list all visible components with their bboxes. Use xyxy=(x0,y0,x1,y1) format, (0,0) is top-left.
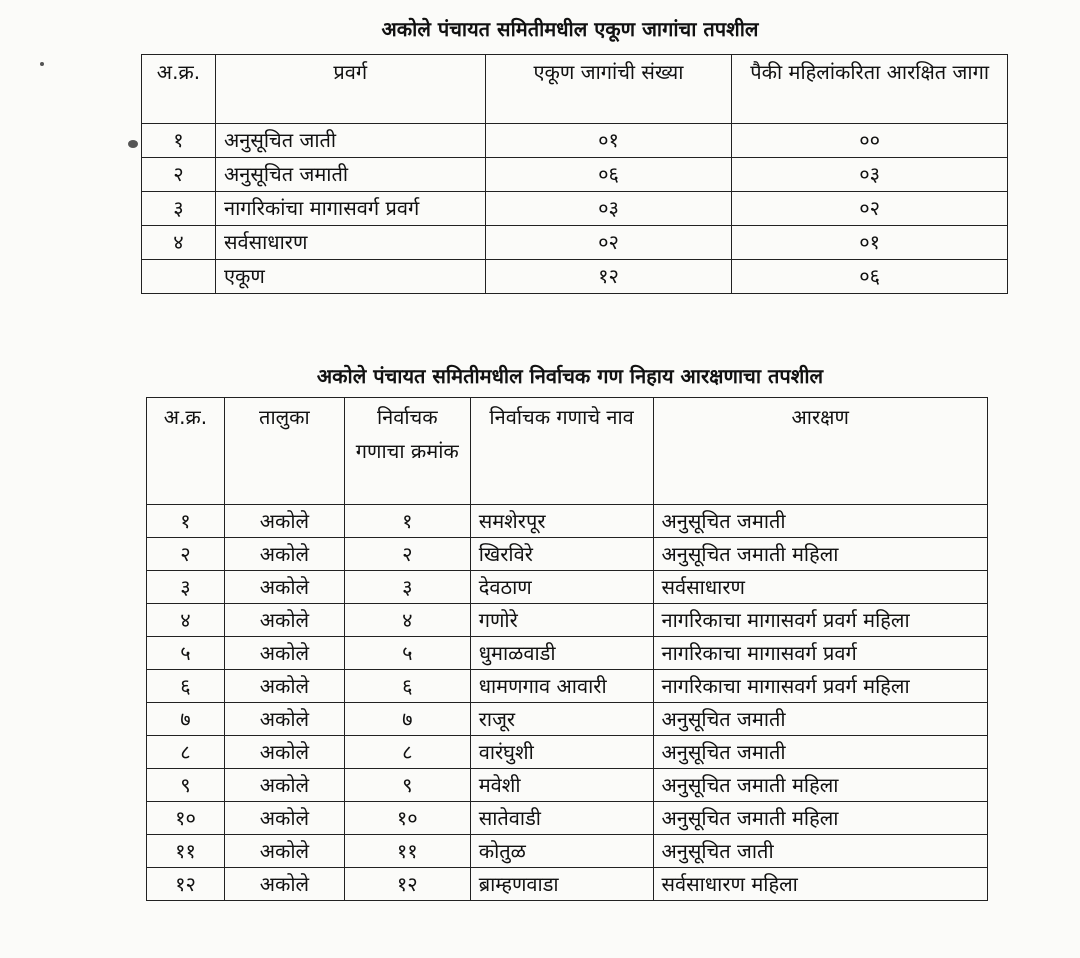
table-row xyxy=(147,571,988,604)
table-cell: ०६ xyxy=(485,158,732,192)
table-cell: राजूर xyxy=(470,703,653,736)
table-row xyxy=(147,505,988,538)
table-cell: अनुसूचित जाती xyxy=(215,124,485,158)
table-cell: ०६ xyxy=(732,260,1008,294)
column-header: प्रवर्ग xyxy=(215,55,485,124)
table-cell: अनुसूचित जमाती xyxy=(653,505,988,538)
table-row xyxy=(147,637,988,670)
table-cell: मवेशी xyxy=(470,769,653,802)
table-cell: २ xyxy=(147,538,225,571)
table-cell: ९ xyxy=(344,769,470,802)
table-cell: अकोले xyxy=(224,736,344,769)
table-cell: ब्राम्हणवाडा xyxy=(470,868,653,901)
table-cell: अनुसूचित जमाती xyxy=(215,158,485,192)
table-cell: ६ xyxy=(147,670,225,703)
table-cell: ०१ xyxy=(732,226,1008,260)
table-cell: १ xyxy=(147,505,225,538)
table-row xyxy=(147,769,988,802)
table-cell: देवठाण xyxy=(470,571,653,604)
table-cell: ३ xyxy=(142,192,216,226)
table-cell: समशेरपूर xyxy=(470,505,653,538)
column-header: अ.क्र. xyxy=(147,398,225,505)
table-cell: १० xyxy=(147,802,225,835)
table-cell: अकोले xyxy=(224,670,344,703)
table-cell: १० xyxy=(344,802,470,835)
table-cell: धामणगाव आवारी xyxy=(470,670,653,703)
table-cell: सर्वसाधारण महिला xyxy=(653,868,988,901)
table-cell: ०० xyxy=(732,124,1008,158)
table-cell: २ xyxy=(142,158,216,192)
table-cell: अकोले xyxy=(224,769,344,802)
column-header: आरक्षण xyxy=(653,398,988,505)
table-cell: एकूण xyxy=(215,260,485,294)
table2-title: अकोले पंचायत समितीमधील निर्वाचक गण निहाय आरक्षणाचा तपशील xyxy=(316,364,824,388)
table-cell: कोतुळ xyxy=(470,835,653,868)
table-cell: अनुसूचित जाती xyxy=(653,835,988,868)
table-cell: अकोले xyxy=(224,538,344,571)
scan-speck xyxy=(40,62,44,66)
table-cell: सर्वसाधारण xyxy=(215,226,485,260)
table-cell: गणोरे xyxy=(470,604,653,637)
table-cell: ०३ xyxy=(732,158,1008,192)
table-cell: ४ xyxy=(344,604,470,637)
table-cell: १ xyxy=(142,124,216,158)
table-cell: सातेवाडी xyxy=(470,802,653,835)
table-cell: अकोले xyxy=(224,868,344,901)
table-cell: ०३ xyxy=(485,192,732,226)
table-cell: नागरिकाचा मागासवर्ग प्रवर्ग महिला xyxy=(653,604,988,637)
table1-title: अकोले पंचायत समितीमधील एकूण जागांचा तपशील xyxy=(381,17,759,41)
table-cell: ६ xyxy=(344,670,470,703)
table-row xyxy=(147,604,988,637)
table-cell: ८ xyxy=(344,736,470,769)
table-row xyxy=(142,158,1008,192)
table-cell: अनुसूचित जमाती xyxy=(653,736,988,769)
table-cell: ५ xyxy=(147,637,225,670)
column-header: पैकी महिलांकरिता आरक्षित जागा xyxy=(732,55,1008,124)
table-cell: ०१ xyxy=(485,124,732,158)
table-cell: अकोले xyxy=(224,571,344,604)
table-row xyxy=(142,260,1008,294)
table-cell: ३ xyxy=(344,571,470,604)
constituency-reservation-table xyxy=(146,397,988,901)
scan-speck xyxy=(128,140,138,148)
table-cell xyxy=(142,260,216,294)
column-header: तालुका xyxy=(224,398,344,505)
table-cell: वारंघुशी xyxy=(470,736,653,769)
table-row xyxy=(142,124,1008,158)
table-cell: १२ xyxy=(147,868,225,901)
table-row xyxy=(147,670,988,703)
table-cell: १२ xyxy=(344,868,470,901)
table-cell: २ xyxy=(344,538,470,571)
table-cell: अनुसूचित जमाती महिला xyxy=(653,802,988,835)
table-cell: ११ xyxy=(344,835,470,868)
table-cell: ९ xyxy=(147,769,225,802)
table-cell: अकोले xyxy=(224,802,344,835)
table-cell: अनुसूचित जमाती xyxy=(653,703,988,736)
column-header: निर्वाचक गणाचे नाव xyxy=(470,398,653,505)
table-cell: १२ xyxy=(485,260,732,294)
table-cell: ५ xyxy=(344,637,470,670)
table-header-row xyxy=(142,55,1008,124)
table-cell: अनुसूचित जमाती महिला xyxy=(653,538,988,571)
table-cell: ७ xyxy=(147,703,225,736)
table-row xyxy=(147,538,988,571)
table-cell: ७ xyxy=(344,703,470,736)
table-cell: सर्वसाधारण xyxy=(653,571,988,604)
table-cell: नागरिकांचा मागासवर्ग प्रवर्ग xyxy=(215,192,485,226)
table-cell: अकोले xyxy=(224,703,344,736)
seat-summary-table xyxy=(141,54,1008,294)
column-header: एकूण जागांची संख्या xyxy=(485,55,732,124)
table-cell: ११ xyxy=(147,835,225,868)
table-cell: नागरिकाचा मागासवर्ग प्रवर्ग महिला xyxy=(653,670,988,703)
table-cell: अनुसूचित जमाती महिला xyxy=(653,769,988,802)
table-cell: ८ xyxy=(147,736,225,769)
column-header: निर्वाचक गणाचा क्रमांक xyxy=(344,398,470,505)
table-cell: नागरिकाचा मागासवर्ग प्रवर्ग xyxy=(653,637,988,670)
table-cell: ४ xyxy=(142,226,216,260)
table-cell: धुमाळवाडी xyxy=(470,637,653,670)
table-row xyxy=(147,736,988,769)
table-cell: ४ xyxy=(147,604,225,637)
table-row xyxy=(142,192,1008,226)
table-header-row xyxy=(147,398,988,505)
table-cell: अकोले xyxy=(224,637,344,670)
table-cell: ३ xyxy=(147,571,225,604)
table-cell: अकोले xyxy=(224,835,344,868)
table-cell: खिरविरे xyxy=(470,538,653,571)
column-header: अ.क्र. xyxy=(142,55,216,124)
table-row xyxy=(147,703,988,736)
table-cell: ०२ xyxy=(485,226,732,260)
table-cell: अकोले xyxy=(224,604,344,637)
table-cell: ०२ xyxy=(732,192,1008,226)
table-cell: अकोले xyxy=(224,505,344,538)
table-row xyxy=(147,868,988,901)
table-row xyxy=(147,802,988,835)
table-row xyxy=(147,835,988,868)
table-row xyxy=(142,226,1008,260)
table-cell: १ xyxy=(344,505,470,538)
